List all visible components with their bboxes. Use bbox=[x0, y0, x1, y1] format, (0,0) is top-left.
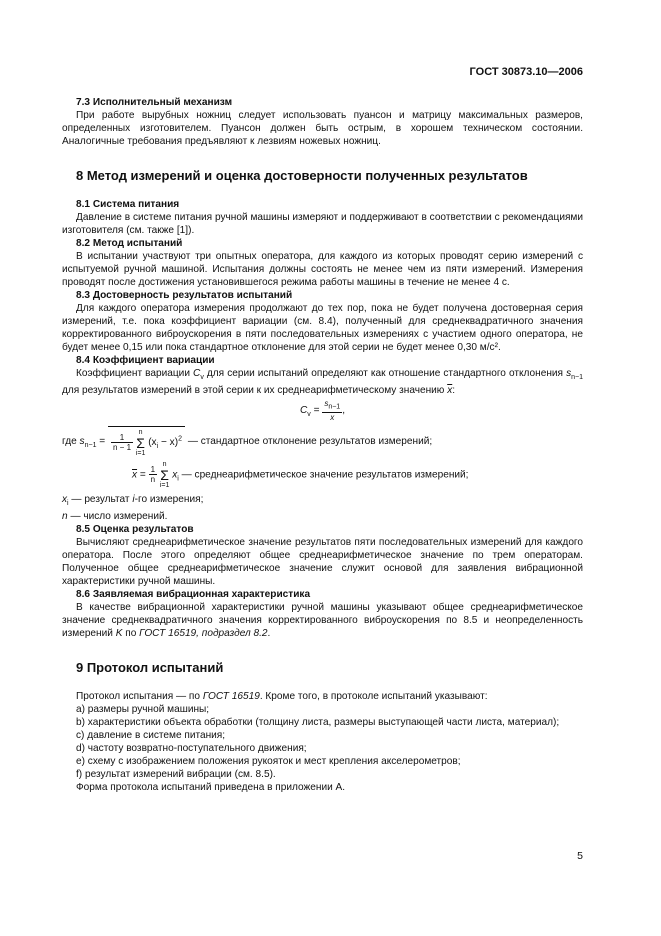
mean-lhs: $\overline{x}$ bbox=[132, 469, 138, 481]
mean-sum-top: n bbox=[162, 460, 167, 468]
section-9-intro-a: Протокол испытания — по bbox=[76, 690, 200, 702]
mean-term: x bbox=[172, 469, 178, 481]
formula-cv bbox=[62, 399, 583, 422]
section-9-intro-b: . Кроме того, в протоколе испытаний указывают: bbox=[259, 690, 488, 702]
section-7-3-text: При работе вырубных ножниц следует использовать пуансон и матрицу максимальных размеров, определенных изготовителем. Пуансон должен быть острым, в хорошем техническом состоянии. Аналогичные требования предъявляют к лезвиям ножевых ножниц. bbox=[62, 110, 583, 147]
cv-intro-text: Коэффициент вариации bbox=[76, 368, 190, 379]
def-xi-symbol: x bbox=[62, 493, 68, 505]
section-9-intro bbox=[62, 690, 583, 703]
list-item: b) характеристики объекта обработки (толщину листа, размеры выступающей части листа, материал); bbox=[76, 716, 560, 728]
section-9-title: 9 Протокол испытаний bbox=[76, 659, 224, 675]
formula-cv-tail: , bbox=[342, 404, 345, 416]
std-sum: n Σ i=1 bbox=[135, 428, 146, 457]
list-item: а) размеры ручной машины; bbox=[76, 703, 210, 715]
std-equals: = bbox=[99, 435, 106, 447]
mean-description: — среднеарифметическое значение результатов измерений; bbox=[181, 469, 469, 481]
def-n bbox=[62, 510, 583, 523]
mean-frac-den: n bbox=[150, 475, 156, 485]
std-sum-bot: i=1 bbox=[135, 449, 146, 457]
formula-cv-equals: = bbox=[313, 404, 320, 416]
mean-sum: n Σ i=1 bbox=[159, 460, 170, 489]
std-term: $(x_i - x)^2$ bbox=[148, 435, 182, 451]
section-8-4-title: 8.4 Коэффициент вариации bbox=[76, 355, 215, 366]
s-subscript: n−1 bbox=[571, 374, 583, 382]
cv-subscript: v bbox=[200, 374, 204, 382]
list-item: е) схему с изображением положения рукояток и мест крепления акселерометров; bbox=[76, 755, 461, 767]
list-item: f) результат измерений вибрации (см. 8.5). bbox=[76, 768, 276, 780]
section-9-footer: Форма протокола испытаний приведена в приложении А. bbox=[76, 781, 346, 793]
mean-sum-bot: i=1 bbox=[159, 481, 170, 489]
formula-std bbox=[62, 426, 583, 457]
cv-symbol: C bbox=[193, 368, 201, 379]
formula-cv-lhs-sub: v bbox=[307, 411, 311, 418]
section-8-2-text: В испытании участвуют три опытных оператора, для каждого из которых проводят серию измерений с испытуемой ручной машиной. Испытания должны состоять не менее чем из пяти измерений. Измерения проводят после достижения установившегося режима работы машины в течение не менее 4 с. bbox=[62, 251, 583, 288]
std-lhs-sub: n−1 bbox=[84, 441, 97, 449]
where-label: где bbox=[62, 435, 77, 447]
mean-term-sub: i bbox=[177, 475, 179, 483]
k-symbol: K bbox=[115, 627, 123, 639]
mean-frac-num: 1 bbox=[150, 465, 156, 475]
section-8-1-text: Давление в системе питания ручной машины измеряют и поддерживают в соответствии с рекомендациями изготовителя (см. также [1]). bbox=[62, 212, 583, 236]
cv-text-colon: : bbox=[452, 385, 456, 397]
section-8-6-text-a: В качестве вибрационной характеристики ручной машины указывают общее среднеарифметическое значение среднеквадратичного значения корректированного виброускорения по 8.5 и неопределенность измерений bbox=[62, 601, 583, 639]
list-item: d) частоту возвратно-поступательного движения; bbox=[76, 742, 307, 754]
formula-cv-fraction bbox=[322, 399, 342, 422]
document-standard-header: ГОСТ 30873.10—2006 bbox=[469, 66, 583, 78]
section-8-6-text-b: по bbox=[125, 627, 137, 639]
section-8-2-title: 8.2 Метод испытаний bbox=[76, 238, 183, 249]
section-8-6-title: 8.6 Заявляемая вибрационная характеристика bbox=[76, 588, 311, 600]
xbar-symbol: $\overline{x}$ bbox=[447, 385, 453, 397]
formula-cv-num: s bbox=[324, 399, 329, 409]
std-sqrt bbox=[108, 426, 185, 457]
def-n-symbol: n bbox=[62, 510, 68, 522]
def-xi-index: i bbox=[132, 493, 135, 505]
section-8-4-text bbox=[62, 367, 583, 397]
section-9-gost-reference: ГОСТ 16519 bbox=[202, 690, 260, 702]
cv-definition-text: для серии испытаний определяют как отношение стандартного отклонения bbox=[206, 368, 563, 379]
formula-cv-num-sub: n−1 bbox=[328, 403, 341, 411]
section-8-5-title: 8.5 Оценка результатов bbox=[76, 523, 194, 535]
std-lhs: s bbox=[79, 435, 85, 447]
document-body bbox=[62, 96, 583, 794]
formula-cv-lhs: C bbox=[299, 404, 308, 416]
section-8-5-text: Вычисляют среднеарифметическое значение результатов пяти последовательных измерений для каждого оператора. После этого определяют общее среднеарифметическое значение по трем операторам. Полученное общее среднеарифметическое значение служит основой для заявления вибрационной характеристики ручной машины. bbox=[62, 536, 583, 587]
section-8-3-title: 8.3 Достоверность результатов испытаний bbox=[76, 290, 293, 301]
section-8-title: 8 Метод измерений и оценка достоверности полученных результатов bbox=[76, 168, 528, 183]
mean-equals: = bbox=[139, 469, 146, 481]
section-8-6-text bbox=[62, 601, 583, 640]
list-item: с) давление в системе питания; bbox=[76, 729, 226, 741]
section-7-3-title: 7.3 Исполнительный механизм bbox=[76, 97, 233, 108]
def-n-text: — число измерений. bbox=[70, 510, 168, 522]
std-description: — стандартное отклонение результатов измерений; bbox=[187, 435, 433, 447]
gost-16519-reference: ГОСТ 16519, подраздел 8.2 bbox=[139, 627, 268, 639]
cv-ratio-text: для результатов измерений в этой серии к их среднеарифметическому значению bbox=[62, 385, 445, 397]
def-xi bbox=[62, 493, 583, 510]
std-frac-num: 1 bbox=[111, 433, 133, 443]
page-number: 5 bbox=[577, 850, 583, 862]
std-frac-den: n − 1 bbox=[113, 443, 132, 453]
formula-mean bbox=[132, 461, 583, 489]
formula-cv-den: x bbox=[330, 412, 335, 422]
def-xi-text: — результат bbox=[71, 493, 130, 505]
def-xi-sub: i bbox=[67, 499, 69, 507]
section-8-1-title: 8.1 Система питания bbox=[76, 199, 180, 210]
def-xi-tail: -го измерения; bbox=[134, 493, 204, 505]
std-sum-top: n bbox=[138, 428, 143, 436]
section-8-3-text: Для каждого оператора измерения продолжают до тех пор, пока не будет получена достоверная серия измерений, т.е. пока коэффициент вариации (см. 8.4), полученный для среднеквадратичного значения корректированного виброускорения в пяти последовательных измерениях с участием одного оператора, не будет менее 0,15 или пока стандартное отклонение для этой серии не будет менее 0,30 м/с². bbox=[62, 303, 583, 353]
section-8-6-text-end: . bbox=[267, 627, 271, 639]
s-symbol: s bbox=[566, 368, 572, 379]
